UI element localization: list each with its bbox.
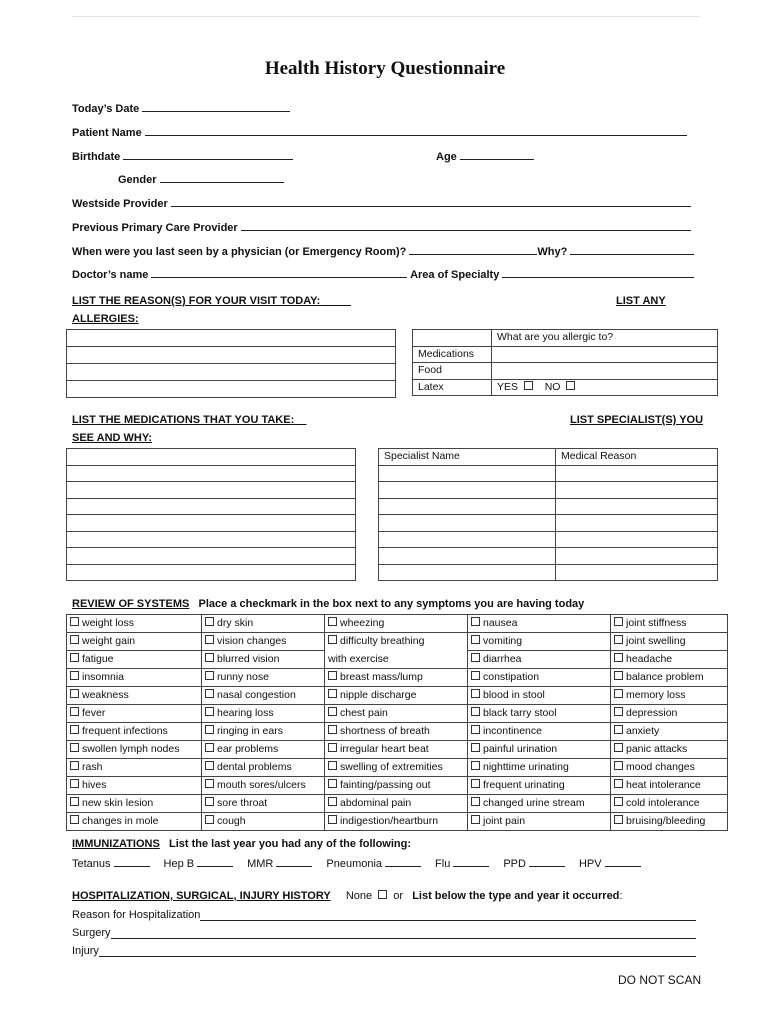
symptom-label: wheezing [340, 617, 385, 629]
reason-row-4[interactable] [67, 381, 396, 398]
symptom-label: constipation [483, 671, 540, 683]
symptom-label: breast mass/lump [340, 671, 423, 683]
ros-cell [202, 687, 325, 705]
symptom-label: incontinence [483, 725, 542, 737]
symptom-label: diarrhea [483, 653, 522, 665]
ros-row [67, 795, 728, 813]
medications-heading: LIST THE MEDICATIONS THAT YOU TAKE: [72, 414, 295, 426]
ros-cell [468, 795, 611, 813]
specialist-name-cell[interactable] [379, 564, 556, 581]
symptom-label: anxiety [626, 725, 660, 737]
immunization-label: PPD [503, 858, 526, 870]
ros-cell [67, 723, 202, 741]
symptom-checkbox[interactable] [328, 671, 337, 680]
history-or-label: or [393, 890, 404, 902]
symptom-label: changed urine stream [483, 797, 585, 809]
symptom-checkbox[interactable] [614, 707, 623, 716]
allergy-food-input[interactable] [492, 363, 718, 380]
ros-cell [67, 795, 202, 813]
ros-cell [202, 615, 325, 633]
ros-cell [611, 705, 728, 723]
immunization-field[interactable] [164, 858, 234, 870]
patient-name-label: Patient Name [72, 127, 142, 139]
ros-cell [468, 813, 611, 831]
ros-cell [202, 651, 325, 669]
symptom-checkbox[interactable] [471, 815, 480, 824]
ros-cell [67, 777, 202, 795]
symptom-checkbox[interactable] [471, 779, 480, 788]
ros-cell [202, 759, 325, 777]
ros-instruction: Place a checkmark in the box next to any symptoms you are having today [198, 598, 585, 610]
symptom-label: fainting/passing out [340, 779, 431, 791]
medical-reason-cell[interactable] [556, 515, 718, 532]
symptom-checkbox[interactable] [205, 653, 214, 662]
symptom-label: dental problems [217, 761, 292, 773]
symptom-checkbox[interactable] [70, 689, 79, 698]
symptom-label: blurred vision [217, 653, 280, 665]
symptom-checkbox[interactable] [328, 725, 337, 734]
birthdate-label: Birthdate [72, 151, 121, 163]
age-label: Age [436, 151, 457, 163]
symptom-label: depression [626, 707, 678, 719]
symptom-checkbox[interactable] [70, 635, 79, 644]
symptom-checkbox[interactable] [205, 779, 214, 788]
history-line-field[interactable] [72, 945, 696, 957]
specialist-name-cell[interactable] [379, 465, 556, 482]
symptom-checkbox[interactable] [205, 707, 214, 716]
symptom-checkbox[interactable] [205, 635, 214, 644]
todays-date-label: Today’s Date [72, 103, 140, 115]
symptom-checkbox[interactable] [471, 671, 480, 680]
ros-cell [611, 777, 728, 795]
ros-cell [325, 759, 468, 777]
symptom-checkbox[interactable] [471, 689, 480, 698]
immunization-field[interactable] [435, 858, 489, 870]
symptom-checkbox[interactable] [614, 743, 623, 752]
symptom-label: mood changes [626, 761, 695, 773]
symptom-label: weight gain [82, 635, 136, 647]
ros-cell [468, 723, 611, 741]
symptom-checkbox[interactable] [471, 743, 480, 752]
history-line-field[interactable] [72, 927, 696, 939]
immunizations-instruction: List the last year you had any of the following: [168, 838, 411, 850]
symptom-checkbox[interactable] [471, 617, 480, 626]
history-colon: : [619, 890, 623, 902]
symptom-label: frequent infections [82, 725, 168, 737]
ros-cell [611, 741, 728, 759]
reason-row-1[interactable] [67, 330, 396, 347]
specialist-name-cell[interactable] [379, 548, 556, 565]
ros-cell [611, 759, 728, 777]
symptom-label: joint stiffness [626, 617, 687, 629]
symptom-checkbox[interactable] [614, 815, 623, 824]
symptom-checkbox[interactable] [70, 815, 79, 824]
ros-cell [611, 813, 728, 831]
symptom-checkbox[interactable] [205, 617, 214, 626]
symptom-checkbox[interactable] [70, 617, 79, 626]
symptom-label: irregular heart beat [340, 743, 429, 755]
symptom-checkbox[interactable] [70, 725, 79, 734]
allergy-row-label: Food [413, 363, 492, 380]
allergy-table [412, 329, 718, 396]
symptom-label: vision changes [217, 635, 287, 647]
symptom-label: swollen lymph nodes [82, 743, 180, 755]
ros-row [67, 615, 728, 633]
symptom-checkbox[interactable] [328, 815, 337, 824]
medical-reason-header: Medical Reason [556, 449, 718, 466]
ros-cell [325, 633, 468, 651]
specialist-name-cell[interactable] [379, 482, 556, 499]
symptom-label: weight loss [82, 617, 134, 629]
symptom-checkbox[interactable] [205, 725, 214, 734]
ros-cell [611, 669, 728, 687]
previous-pcp-label: Previous Primary Care Provider [72, 222, 238, 234]
reasons-heading: LIST THE REASON(S) FOR YOUR VISIT TODAY: [72, 295, 321, 307]
ros-cell [202, 741, 325, 759]
symptom-label: black tarry stool [483, 707, 557, 719]
medication-row[interactable] [67, 564, 356, 581]
symptom-checkbox[interactable] [471, 725, 480, 734]
ros-cell [202, 723, 325, 741]
symptom-checkbox[interactable] [205, 743, 214, 752]
symptom-checkbox[interactable] [205, 689, 214, 698]
history-line-label: Injury [72, 945, 99, 957]
latex-yes-checkbox[interactable] [524, 381, 533, 390]
ros-row [67, 669, 728, 687]
previous-pcp-field[interactable] [72, 219, 691, 234]
medical-reason-cell[interactable] [556, 482, 718, 499]
symptom-checkbox[interactable] [614, 671, 623, 680]
allergy-row-label: Medications [413, 346, 492, 363]
symptom-checkbox[interactable] [328, 761, 337, 770]
ros-cell [202, 813, 325, 831]
ros-title: REVIEW OF SYSTEMS [72, 598, 190, 610]
immunizations-heading [72, 838, 411, 850]
ros-row [67, 687, 728, 705]
symptom-label: nipple discharge [340, 689, 417, 701]
ros-cell [325, 741, 468, 759]
symptom-label: joint pain [483, 815, 526, 827]
medical-reason-cell[interactable] [556, 465, 718, 482]
symptom-checkbox[interactable] [328, 707, 337, 716]
ros-cell [325, 615, 468, 633]
doctors-name-field[interactable] [72, 266, 694, 281]
ros-cell [611, 723, 728, 741]
symptom-checkbox[interactable] [70, 671, 79, 680]
symptom-checkbox[interactable] [614, 779, 623, 788]
latex-yes-label: YES [497, 380, 519, 393]
ros-row [67, 759, 728, 777]
symptom-checkbox[interactable] [614, 635, 623, 644]
immunizations-row [72, 855, 655, 870]
symptom-label: dry skin [217, 617, 254, 629]
medications-table[interactable] [66, 448, 356, 581]
history-title: HOSPITALIZATION, SURGICAL, INJURY HISTORY [72, 890, 331, 902]
history-none-label: None [345, 890, 373, 902]
symptom-label: hives [82, 779, 107, 791]
ros-cell [468, 759, 611, 777]
symptom-label: nighttime urinating [483, 761, 569, 773]
immunizations-title: IMMUNIZATIONS [72, 838, 160, 850]
symptom-label: cough [217, 815, 246, 827]
symptom-label: cold intolerance [626, 797, 700, 809]
westside-provider-label: Westside Provider [72, 198, 168, 210]
ros-cell [67, 669, 202, 687]
medication-row[interactable] [67, 531, 356, 548]
symptom-label: weakness [82, 689, 129, 701]
latex-choice [492, 379, 718, 396]
medication-row[interactable] [67, 548, 356, 565]
ros-cell [611, 687, 728, 705]
symptom-label: fatigue [82, 653, 114, 665]
ros-row [67, 741, 728, 759]
symptom-checkbox[interactable] [70, 743, 79, 752]
ros-cell [67, 615, 202, 633]
medical-reason-cell[interactable] [556, 498, 718, 515]
ros-cell [325, 669, 468, 687]
ros-cell [611, 633, 728, 651]
ros-cell [468, 633, 611, 651]
immunization-label: Flu [435, 858, 451, 870]
age-field[interactable] [436, 148, 534, 163]
gender-label: Gender [118, 174, 157, 186]
symptom-label: new skin lesion [82, 797, 154, 809]
immunization-field[interactable] [326, 858, 421, 870]
history-instruction: List below the type and year it occurred [412, 890, 620, 902]
symptom-label: nausea [483, 617, 518, 629]
history-heading [72, 890, 622, 902]
immunization-field[interactable] [579, 858, 641, 870]
ros-cell [325, 723, 468, 741]
ros-cell [67, 705, 202, 723]
symptom-checkbox[interactable] [328, 779, 337, 788]
symptom-checkbox[interactable] [471, 653, 480, 662]
symptom-label: balance problem [626, 671, 704, 683]
latex-no-checkbox[interactable] [566, 381, 575, 390]
symptom-label: mouth sores/ulcers [217, 779, 306, 791]
ros-cell [468, 651, 611, 669]
latex-no-label: NO [544, 380, 561, 393]
ros-cell [67, 687, 202, 705]
ros-cell [202, 777, 325, 795]
symptom-label: rash [82, 761, 103, 773]
symptom-checkbox[interactable] [70, 779, 79, 788]
symptom-label: insomnia [82, 671, 125, 683]
symptom-label: joint swelling [626, 635, 686, 647]
reasons-table[interactable] [66, 329, 396, 398]
symptom-label: difficulty breathing [340, 635, 425, 647]
symptom-checkbox[interactable] [471, 797, 480, 806]
reason-row-3[interactable] [67, 364, 396, 381]
ros-cell [468, 615, 611, 633]
reason-row-2[interactable] [67, 347, 396, 364]
immunization-label: Hep B [163, 858, 195, 870]
why-label: Why? [537, 246, 568, 258]
medication-row[interactable] [67, 515, 356, 532]
symptom-checkbox[interactable] [70, 653, 79, 662]
symptom-checkbox[interactable] [614, 761, 623, 770]
symptom-label: ear problems [217, 743, 279, 755]
symptom-label: hearing loss [217, 707, 274, 719]
ros-cell [468, 669, 611, 687]
symptom-checkbox[interactable] [70, 707, 79, 716]
symptom-checkbox[interactable] [614, 653, 623, 662]
allergy-header: What are you allergic to? [492, 330, 718, 347]
ros-cell [202, 795, 325, 813]
ros-cell [202, 669, 325, 687]
symptom-checkbox[interactable] [328, 743, 337, 752]
symptom-checkbox[interactable] [614, 797, 623, 806]
ros-cell [325, 687, 468, 705]
ros-row [67, 651, 728, 669]
symptom-checkbox[interactable] [614, 725, 623, 734]
symptom-label: bruising/bleeding [626, 815, 706, 827]
symptom-label: chest pain [340, 707, 388, 719]
doctors-name-label: Doctor’s name [72, 269, 149, 281]
specialist-name-cell[interactable] [379, 498, 556, 515]
allergies-heading-a: LIST ANY [616, 295, 666, 307]
medication-row[interactable] [67, 482, 356, 499]
last-seen-label: When were you last seen by a physician (or Emergency Room)? [72, 246, 407, 258]
history-none-checkbox[interactable] [378, 890, 387, 899]
symptom-label: panic attacks [626, 743, 688, 755]
symptom-label: frequent urinating [483, 779, 565, 791]
symptom-label: indigestion/heartburn [340, 815, 439, 827]
immunization-label: HPV [578, 858, 602, 870]
symptom-label: changes in mole [82, 815, 159, 827]
symptom-checkbox[interactable] [328, 635, 337, 644]
immunization-field[interactable] [72, 858, 150, 870]
ros-cell [468, 705, 611, 723]
ros-row [67, 723, 728, 741]
symptom-checkbox[interactable] [328, 797, 337, 806]
specialists-heading-b: SEE AND WHY: [72, 432, 153, 444]
specialist-name-cell[interactable] [379, 531, 556, 548]
history-line-field[interactable] [72, 909, 696, 921]
ros-row [67, 777, 728, 795]
history-line-label: Surgery [72, 927, 111, 939]
symptom-label: shortness of breath [340, 725, 430, 737]
symptom-checkbox[interactable] [205, 797, 214, 806]
history-line-label: Reason for Hospitalization [72, 909, 201, 921]
immunization-field[interactable] [247, 858, 312, 870]
ros-cell [611, 651, 728, 669]
symptom-checkbox[interactable] [614, 689, 623, 698]
allergy-row-label: Latex [413, 379, 492, 396]
symptom-label: memory loss [626, 689, 686, 701]
ros-cell [468, 687, 611, 705]
symptom-label: runny nose [217, 671, 269, 683]
specialist-name-header: Specialist Name [379, 449, 556, 466]
symptom-checkbox[interactable] [205, 761, 214, 770]
patient-name-field[interactable] [72, 124, 687, 139]
ros-cell [67, 633, 202, 651]
ros-cell [325, 705, 468, 723]
ros-cell [325, 795, 468, 813]
todays-date-field[interactable] [72, 100, 290, 115]
symptom-checkbox[interactable] [328, 617, 337, 626]
allergies-heading-b: ALLERGIES: [72, 313, 139, 325]
specialist-name-cell[interactable] [379, 515, 556, 532]
medication-row[interactable] [67, 449, 356, 466]
ros-cell [325, 651, 468, 669]
symptom-label: fever [82, 707, 106, 719]
immunization-label: Tetanus [72, 858, 111, 870]
ros-cell [67, 741, 202, 759]
westside-provider-field[interactable] [72, 195, 691, 210]
page-title: Health History Questionnaire [264, 58, 506, 79]
immunization-label: MMR [247, 858, 274, 870]
symptom-checkbox[interactable] [614, 617, 623, 626]
specialists-heading-a: LIST SPECIALIST(S) YOU [570, 414, 704, 426]
ros-cell [468, 741, 611, 759]
symptom-label: painful urination [483, 743, 558, 755]
ros-row [67, 813, 728, 831]
birthdate-field[interactable] [72, 148, 293, 163]
ros-cell [325, 777, 468, 795]
symptom-checkbox[interactable] [471, 707, 480, 716]
ros-cell [202, 633, 325, 651]
symptom-label: headache [626, 653, 673, 665]
symptom-label: nasal congestion [217, 689, 296, 701]
symptom-checkbox[interactable] [70, 761, 79, 770]
medical-reason-cell[interactable] [556, 564, 718, 581]
symptom-checkbox[interactable] [70, 797, 79, 806]
ros-cell [468, 777, 611, 795]
symptom-label: blood in stool [483, 689, 545, 701]
ros-cell [325, 813, 468, 831]
ros-cell [67, 813, 202, 831]
ros-cell [611, 615, 728, 633]
symptom-label: heat intolerance [626, 779, 701, 791]
area-of-specialty-label: Area of Specialty [410, 269, 500, 281]
gender-field[interactable] [118, 171, 284, 186]
symptom-checkbox[interactable] [471, 635, 480, 644]
symptom-label: vomiting [483, 635, 523, 647]
ros-cell [67, 651, 202, 669]
top-rule [72, 16, 700, 17]
symptom-checkbox[interactable] [205, 815, 214, 824]
medication-row[interactable] [67, 498, 356, 515]
medical-reason-cell[interactable] [556, 548, 718, 565]
specialist-table [378, 448, 718, 581]
symptom-label: with exercise [328, 652, 389, 665]
symptom-label: swelling of extremities [340, 761, 443, 773]
symptom-label: sore throat [217, 797, 268, 809]
symptom-checkbox[interactable] [328, 689, 337, 698]
symptom-checkbox[interactable] [205, 671, 214, 680]
ros-heading [72, 598, 584, 610]
symptom-label: ringing in ears [217, 725, 283, 737]
ros-cell [611, 795, 728, 813]
review-of-systems-table [66, 614, 728, 831]
immunization-label: Pneumonia [326, 858, 383, 870]
last-seen-field[interactable] [72, 243, 694, 258]
do-not-scan-footer: DO NOT SCAN [618, 973, 702, 987]
ros-cell [202, 705, 325, 723]
ros-row [67, 705, 728, 723]
ros-cell [67, 759, 202, 777]
symptom-label: abdominal pain [340, 797, 412, 809]
immunization-field[interactable] [503, 858, 565, 870]
symptom-checkbox[interactable] [471, 761, 480, 770]
allergy-medications-input[interactable] [492, 346, 718, 363]
medical-reason-cell[interactable] [556, 531, 718, 548]
medication-row[interactable] [67, 465, 356, 482]
ros-row [67, 633, 728, 651]
